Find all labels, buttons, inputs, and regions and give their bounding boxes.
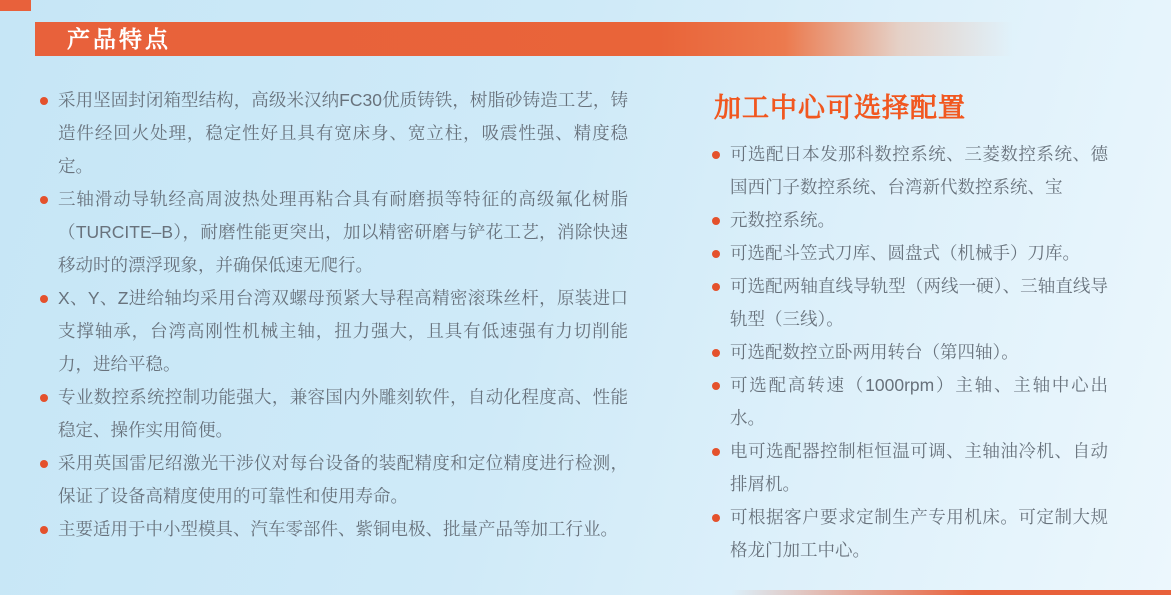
- feature-text: 采用英国雷尼绍激光干涉仪对每台设备的装配精度和定位精度进行检测，保证了设备高精度使用的可靠性和使用寿命。: [58, 453, 628, 506]
- list-item: [712, 138, 1108, 204]
- list-item: [40, 183, 628, 282]
- feature-text: X、Y、Z进给轴均采用台湾双螺母预紧大导程高精密滚珠丝杆，原装进口支撑轴承，台湾高刚性机械主轴，扭力强大，且具有低速强有力切削能力，进给平稳。: [58, 288, 628, 374]
- option-text: 可选配斗笠式刀库、圆盘式（机械手）刀库。: [730, 243, 1080, 264]
- option-text: 可选配高转速（1000rpm）主轴、主轴中心出水。: [730, 375, 1108, 429]
- bullet-icon: [40, 295, 48, 303]
- section-header-banner: [35, 22, 1171, 56]
- page-title: 产品特点: [67, 25, 171, 52]
- list-item: [712, 270, 1108, 336]
- list-item: [40, 84, 628, 183]
- option-text: 电可选配器控制柜恒温可调、主轴油冷机、自动排屑机。: [730, 441, 1108, 495]
- bullet-icon: [712, 514, 720, 522]
- bullet-icon: [712, 250, 720, 258]
- list-item: [40, 381, 628, 447]
- bullet-icon: [712, 448, 720, 456]
- options-section-title: 加工中心可选择配置: [714, 93, 966, 123]
- bullet-icon: [712, 349, 720, 357]
- option-text: 可选配日本发那科数控系统、三菱数控系统、德国西门子数控系统、台湾新代数控系统、宝: [730, 144, 1108, 198]
- option-text: 可选配数控立卧两用转台（第四轴）。: [730, 342, 1019, 363]
- option-text: 可选配两轴直线导轨型（两线一硬）、三轴直线导轨型（三线）。: [730, 276, 1108, 330]
- bullet-icon: [712, 151, 720, 159]
- list-item: [712, 204, 1108, 237]
- option-text: 元数控系统。: [730, 210, 835, 231]
- list-item: [40, 513, 628, 546]
- list-item: [712, 336, 1108, 369]
- feature-text: 专业数控系统控制功能强大，兼容国内外雕刻软件，自动化程度高、性能稳定、操作实用简便。: [58, 387, 628, 440]
- machining-options-column: [712, 92, 1108, 567]
- feature-text: 主要适用于中小型模具、汽车零部件、紫铜电极、批量产品等加工行业。: [58, 519, 618, 539]
- bottom-right-accent-bar: [731, 590, 1171, 595]
- list-item: [40, 447, 628, 513]
- features-list: [40, 84, 628, 546]
- bullet-icon: [40, 196, 48, 204]
- bullet-icon: [712, 382, 720, 390]
- list-item: [40, 282, 628, 381]
- bullet-icon: [712, 217, 720, 225]
- list-item: [712, 501, 1108, 567]
- bullet-icon: [40, 460, 48, 468]
- top-left-accent-bar: [0, 0, 31, 11]
- list-item: [712, 369, 1108, 435]
- bullet-icon: [40, 97, 48, 105]
- product-features-column: [40, 84, 628, 546]
- options-list: [712, 138, 1108, 567]
- list-item: [712, 237, 1108, 270]
- bullet-icon: [712, 283, 720, 291]
- feature-text: 三轴滑动导轨经高周波热处理再粘合具有耐磨损等特征的高级氟化树脂（TURCITE–B），耐磨性能更突出，加以精密研磨与铲花工艺，消除快速移动时的漂浮现象，并确保低速无爬行。: [58, 189, 628, 275]
- feature-text: 采用坚固封闭箱型结构，高级米汉纳FC30优质铸铁，树脂砂铸造工艺，铸造件经回火处理，稳定性好且具有宽床身、宽立柱，吸震性强、精度稳定。: [58, 90, 628, 176]
- list-item: [712, 435, 1108, 501]
- bullet-icon: [40, 526, 48, 534]
- option-text: 可根据客户要求定制生产专用机床。可定制大规格龙门加工中心。: [730, 507, 1108, 561]
- bullet-icon: [40, 394, 48, 402]
